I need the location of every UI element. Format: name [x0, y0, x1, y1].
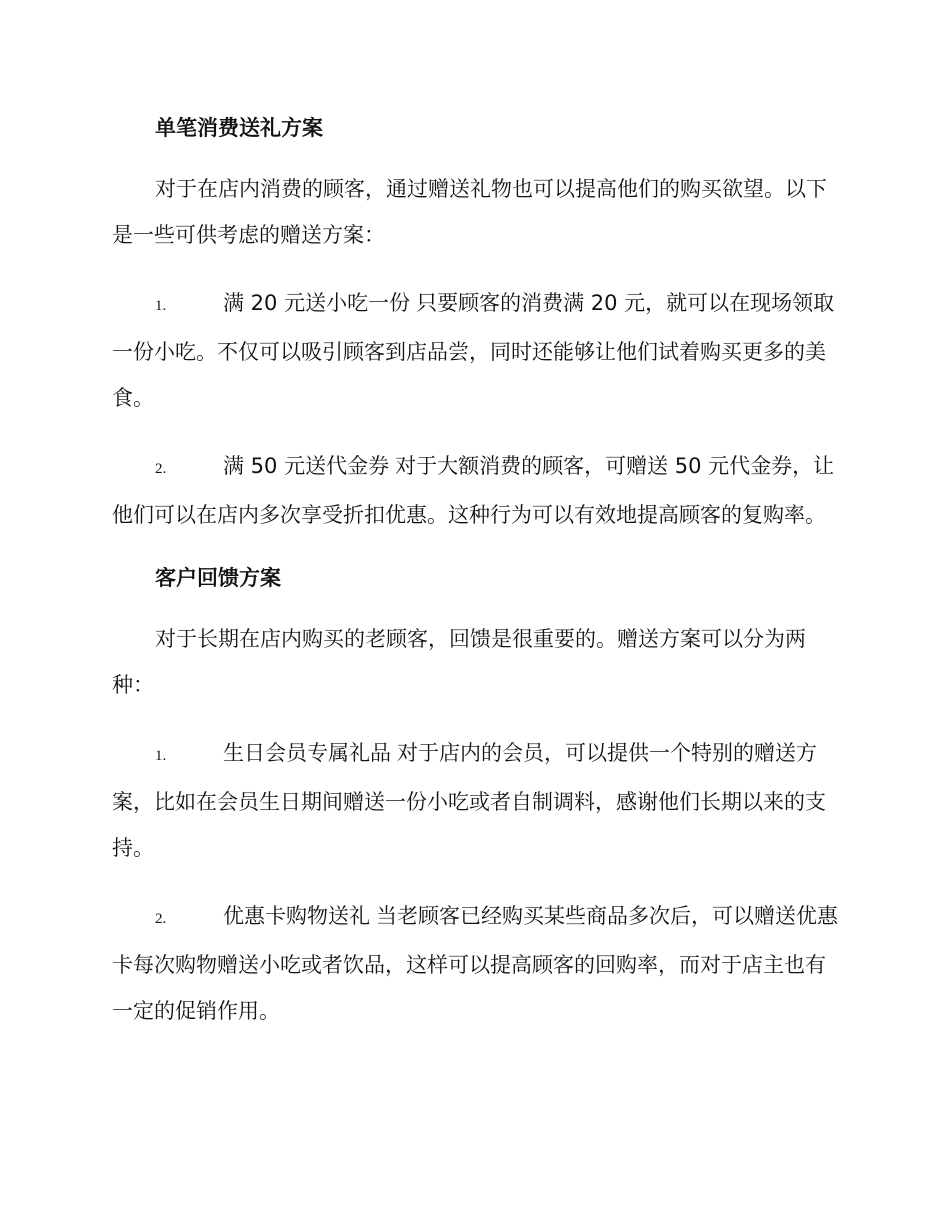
list-item-birthday-gift: [112, 730, 838, 871]
list-item-lead: 优惠卡购物送礼: [223, 904, 370, 928]
list-item-lead: 满 50 元送代金券: [223, 454, 390, 478]
list-item-lead: 生日会员专属礼品: [223, 741, 391, 765]
list-item-discount-card: [112, 893, 838, 1034]
list-number: 2.: [155, 911, 167, 927]
list-item-text: 对于大额消费的顾客，可赠送 50 元代金券，让他们可以在店内多次享受折扣优惠。这种行为可以有效地提高顾客的复购率。: [112, 454, 835, 527]
list-item-spend-50: [112, 443, 838, 538]
section-intro-single-purchase: 对于在店内消费的顾客，通过赠送礼物也可以提高他们的购买欲望。以下是一些可供考虑的赠送方案：: [112, 177, 827, 247]
list-item-spend-20: [112, 280, 838, 421]
list-item-lead: 满 20 元送小吃一份: [223, 291, 411, 315]
list-number: 1.: [155, 298, 167, 314]
list-item-text: 对于店内的会员，可以提供一个特别的赠送方案，比如在会员生日期间赠送一份小吃或者自制调料，感谢他们长期以来的支持。: [112, 741, 826, 860]
section-intro-customer-feedback: 对于长期在店内购买的老顾客，回馈是很重要的。赠送方案可以分为两种：: [112, 627, 806, 697]
list-item-text: 只要顾客的消费满 20 元，就可以在现场领取一份小吃。不仅可以吸引顾客到店品尝，同时还能够让他们试着购买更多的美食。: [112, 291, 835, 410]
list-number: 2.: [155, 461, 167, 477]
list-number: 1.: [155, 748, 167, 764]
list-item-text: 当老顾客已经购买某些商品多次后，可以赠送优惠卡每次购物赠送小吃或者饮品，这样可以提高顾客的回购率，而对于店主也有一定的促销作用。: [112, 904, 838, 1023]
section-title-customer-feedback: 客户回馈方案: [155, 566, 281, 590]
section-title-single-purchase: 单笔消费送礼方案: [155, 116, 323, 140]
